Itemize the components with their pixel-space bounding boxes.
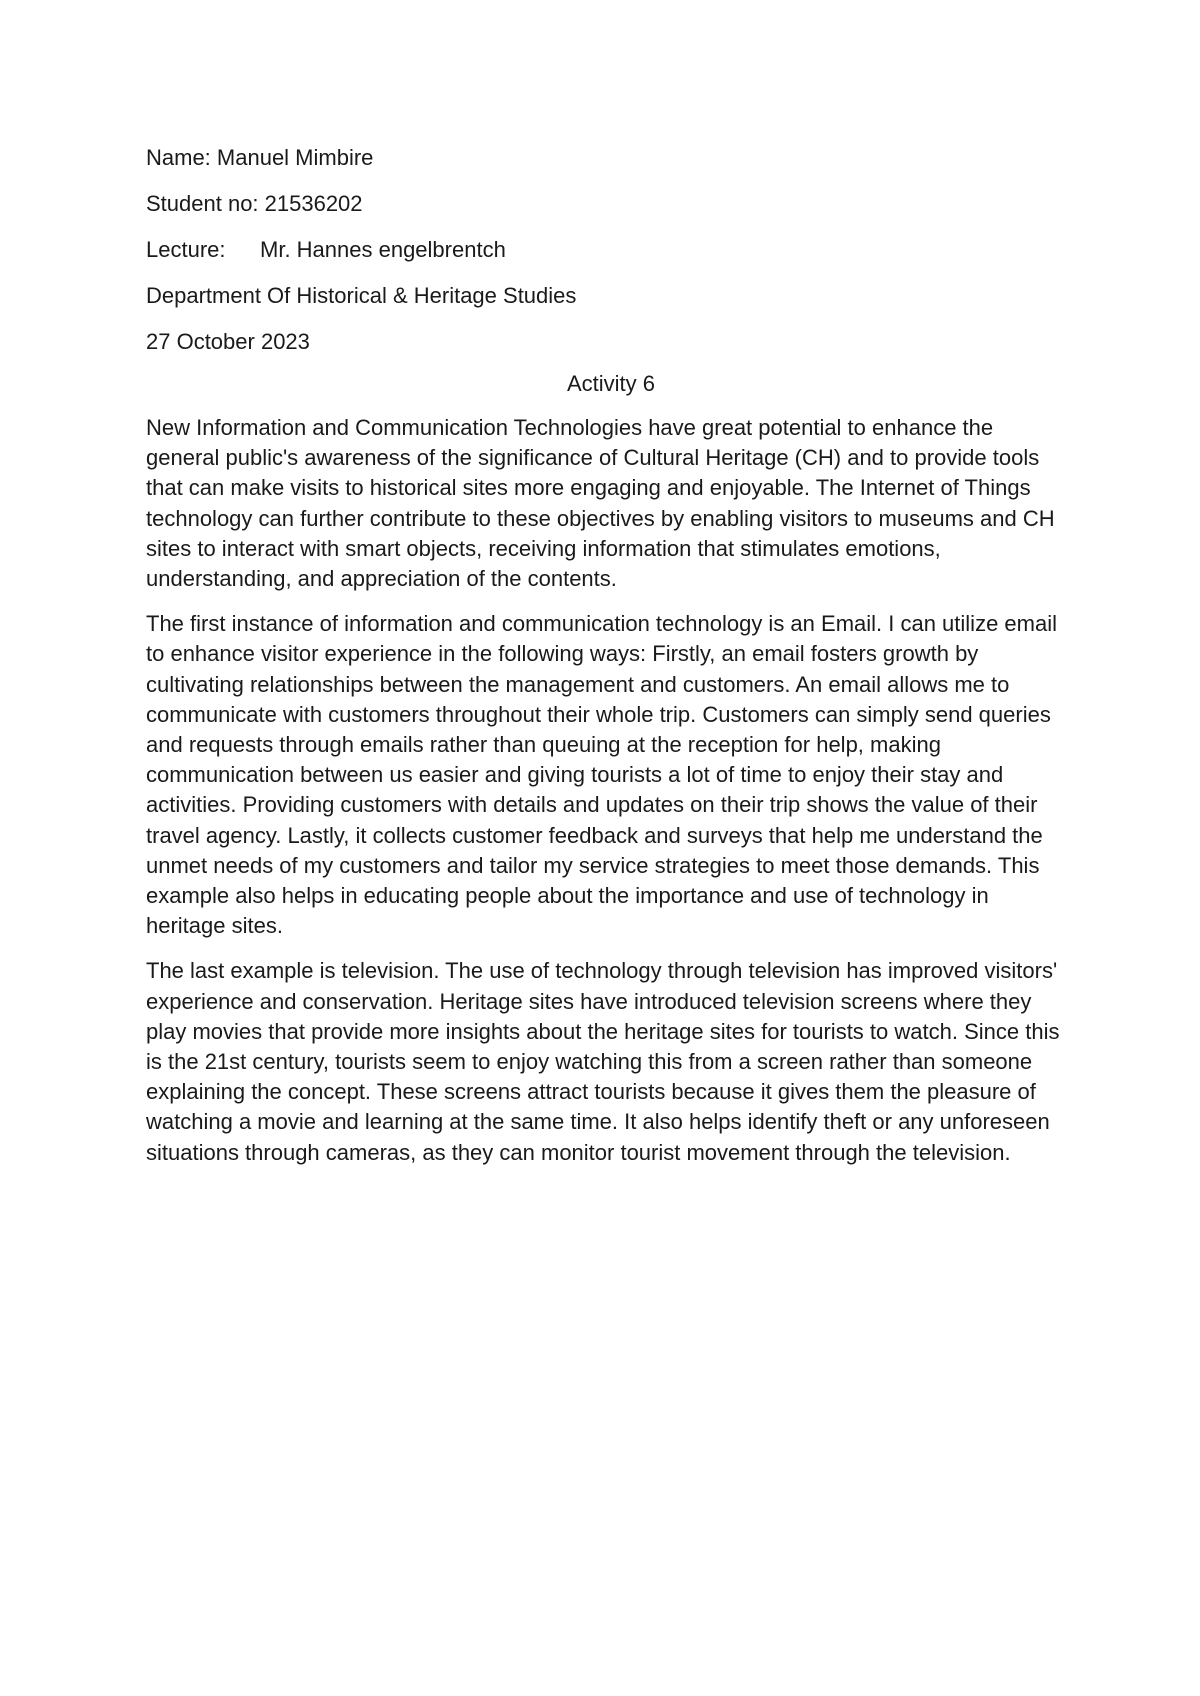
paragraph-intro: New Information and Communication Technologies have great potential to enhance the general public's awareness of the significance of Cultural Heritage (CH) and to provide tools that can make visits to historical sites more engaging and enjoyable. The Internet of Things technology can further contribute to these objectives by enabling visitors to museums and CH sites to interact with smart objects, receiving information that stimulates emotions, understanding, and appreciation of the contents. — [146, 415, 1055, 592]
document-body — [146, 145, 1066, 1183]
lecturer-label: Lecture: — [146, 237, 226, 262]
paragraph-television: The last example is television. The use of technology through television has improved visitors' experience and conservation. Heritage sites have introduced television screens where they play movies that provide more insights about the heritage sites for tourists to watch. Since this is the 21st century, tourists seem to enjoy watching this from a screen rather than someone explaining the concept. These screens attract tourists because it gives them the pleasure of watching a movie and learning at the same time. It also helps identify theft or any unforeseen situations through cameras, as they can monitor tourist movement through the television. — [146, 958, 1060, 1165]
submission-date: 27 October 2023 — [146, 329, 310, 354]
activity-title: Activity 6 — [566, 371, 656, 396]
lecturer-line — [146, 237, 1066, 263]
department: Department Of Historical & Heritage Studies — [146, 283, 577, 308]
paragraph-email: The first instance of information and communication technology is an Email. I can utilize email to enhance visitor experience in the following ways: Firstly, an email fosters growth by cultivating relationships between the management and customers. An email allows me to communicate with customers throughout their whole trip. Customers can simply send queries and requests through emails rather than queuing at the reception for help, making communication between us easier and giving tourists a lot of time to enjoy their stay and activities. Providing customers with details and updates on their trip shows the value of their travel agency. Lastly, it collects customer feedback and surveys that help me understand the unmet needs of my customers and tailor my service strategies to meet those demands. This example also helps in educating people about the importance and use of technology in heritage sites. — [146, 611, 1057, 939]
student-name: Name: Manuel Mimbire — [146, 145, 374, 170]
lecturer-name: Mr. Hannes engelbrentch — [260, 237, 506, 262]
student-number: Student no: 21536202 — [146, 191, 363, 216]
